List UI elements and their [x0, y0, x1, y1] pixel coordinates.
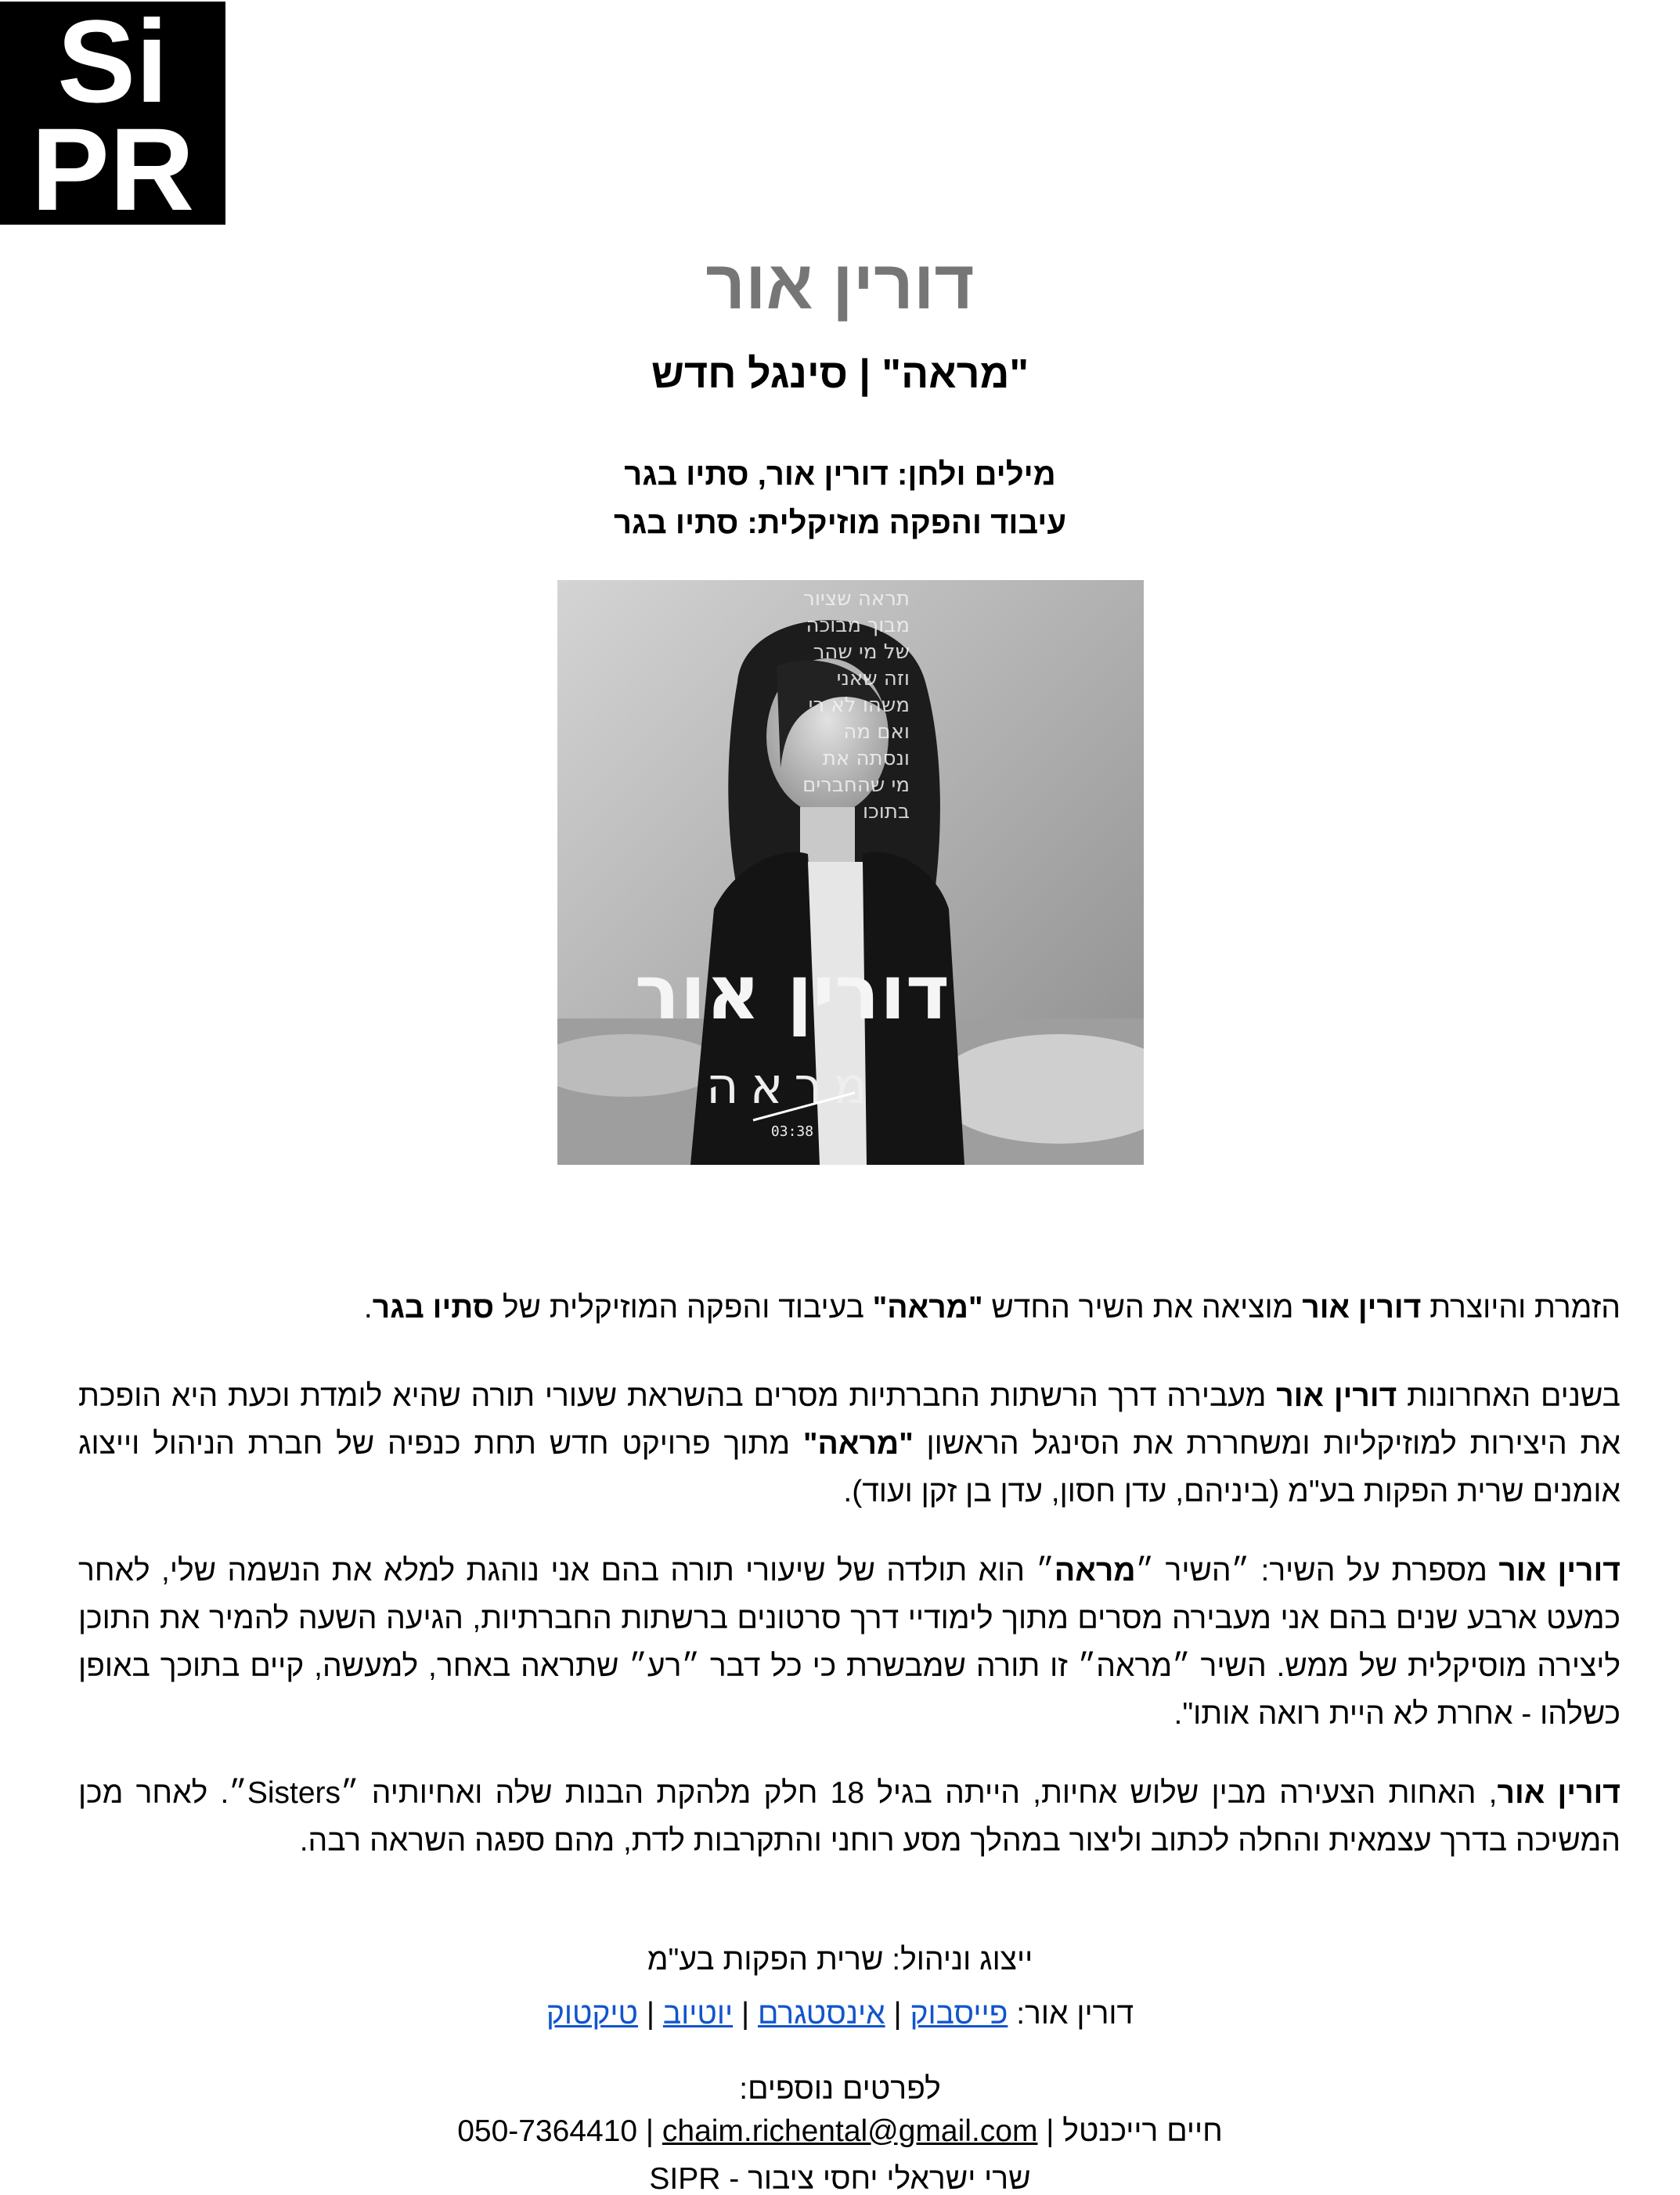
paragraph-intro: הזמרת והיוצרת דורין אור מוציאה את השיר החדש "מראה" בעיבוד והפקה המוזיקלית של סתיו בגר.: [363, 1291, 1621, 1325]
contact-name: חיים רייכנטל: [1062, 2114, 1223, 2148]
cover-lyric-line: וזה שאני: [836, 667, 910, 690]
contact-line: חיים רייכנטל | chaim.richental@gmail.com | 050-7364410: [457, 2114, 1223, 2148]
cover-lyric-line: תראה שציור: [803, 587, 910, 611]
sipr-logo: [0, 2, 225, 225]
cover-song-title: מראה: [705, 1058, 879, 1116]
logo-line2: PR: [31, 103, 195, 225]
logo-line1: Si: [57, 2, 168, 127]
instagram-link[interactable]: אינסטגרם: [757, 1997, 885, 2031]
cover-lyric-line: משהו לא רי: [808, 694, 910, 717]
contact-email-link[interactable]: chaim.richental@gmail.com: [662, 2114, 1038, 2148]
management-line: ייצוג וניהול: שרית הפקות בע"מ: [647, 1943, 1033, 1977]
tiktok-link[interactable]: טיקטוק: [546, 1997, 639, 2031]
page-subtitle: "מראה" | סינגל חדש: [651, 351, 1029, 397]
contact-phone: 050-7364410: [457, 2114, 638, 2148]
cover-duration: 03:38: [770, 1123, 814, 1140]
cover-artist-name: דורין אור: [634, 949, 950, 1036]
cover-lyric-line: בתוכו: [862, 800, 910, 824]
page-title: דורין אור: [705, 246, 975, 323]
paragraph-quote: דורין אור מספרת על השיר: ״השיר ״מראה״ הוא תולדה של שיעורי תורה בהם אני נוהגת למלא את הנשמה שלי, לאחר כמעט ארבע שנים בהם אני מעבירה מסרים מתוך לימודיי דרך סרטונים ברשתות החברתיות, הגיעה השעה להמיר את התוכן ליצירה מוסיקלית של ממש. השיר ״מראה״ זו תורה שמבשרת כי כל דבר ״רע״ שתראה באחר, למעשה, קיים בתוכך באופן כשלהו - אחרת לא היית רואה אותו".: [78, 1554, 1621, 1731]
cover-lyric-line: של מי שהר: [813, 640, 910, 664]
details-label: לפרטים נוספים:: [739, 2072, 941, 2106]
credit-production: עיבוד והפקה מוזיקלית: סתיו בגר: [613, 506, 1067, 540]
album-cover-image: [557, 580, 1144, 1165]
press-release-body: [78, 1284, 1621, 1896]
paragraph-biography: דורין אור, האחות הצעירה מבין שלוש אחיות, הייתה בגיל 18 חלק מלהקת הבנות שלה ואחיותיה ״Sisters״. לאחר מכן המשיכה בדרך עצמאית והחלה לכתוב וליצור במהלך מסע רוחני והתקרבות לדת, מהם ספגה השראה רבה.: [78, 1776, 1621, 1858]
facebook-link[interactable]: פייסבוק: [910, 1997, 1008, 2031]
social-links-line: דורין אור: פייסבוק | אינסטגרם | יוטיוב | טיקטוק: [546, 1997, 1134, 2031]
youtube-link[interactable]: יוטיוב: [662, 1997, 734, 2031]
cover-lyric-line: מי שהחברים: [802, 773, 910, 797]
cover-lyric-line: ונסתה את: [822, 747, 910, 770]
agency-line: שרי ישראלי יחסי ציבור - SIPR: [649, 2162, 1031, 2195]
cover-lyric-line: מבוך מבוכה: [806, 614, 910, 637]
credit-lyrics-music: מילים ולחן: דורין אור, סתיו בגר: [624, 457, 1056, 492]
cover-lyric-line: ואם מה: [843, 720, 910, 744]
paragraph-background: בשנים האחרונות דורין אור מעבירה דרך הרשתות החברתיות מסרים בהשראת שעורי תורה שהיא לומדת וכעת היא הופכת את היצירות למוזיקליות ומשחררת את הסינגל הראשון "מראה" מתוך פרויקט חדש תחת כנפיה של חברת הניהול וייצוג אומנים שרית הפקות בע"מ (ביניהם, עדן חסון, עדן בן זקן ועוד).: [78, 1379, 1621, 1508]
